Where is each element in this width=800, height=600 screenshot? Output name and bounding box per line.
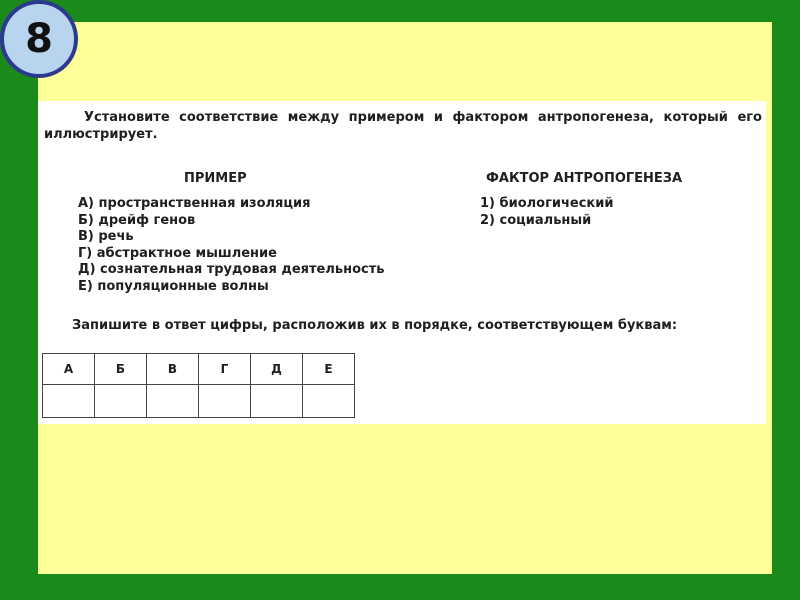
answer-letter: Д bbox=[251, 354, 303, 385]
answer-table bbox=[42, 353, 355, 418]
answer-letter: Е bbox=[303, 354, 355, 385]
example-item: Е) популяционные волны bbox=[78, 278, 269, 294]
answer-letter: Б bbox=[95, 354, 147, 385]
answer-input-row bbox=[43, 385, 355, 418]
answer-letter: Г bbox=[199, 354, 251, 385]
slide-number: 8 bbox=[25, 16, 53, 62]
answer-letters-row bbox=[43, 354, 355, 385]
task-intro: Установите соответствие между примером и фактором антропогенеза, который его иллюстрирует. bbox=[44, 110, 762, 142]
answer-cell[interactable] bbox=[43, 385, 95, 418]
answer-instruction: Запишите в ответ цифры, расположив их в порядке, соответствующем буквам: bbox=[72, 318, 678, 333]
example-item: В) речь bbox=[78, 229, 134, 245]
examples-heading: ПРИМЕР bbox=[184, 171, 247, 186]
answer-cell[interactable] bbox=[251, 385, 303, 418]
task-card bbox=[38, 101, 766, 424]
answer-cell[interactable] bbox=[147, 385, 199, 418]
answer-letter: А bbox=[43, 354, 95, 385]
example-item: Б) дрейф генов bbox=[78, 212, 196, 228]
factor-item: 1) биологический bbox=[480, 196, 614, 211]
factor-item: 2) социальный bbox=[480, 212, 592, 228]
example-item: А) пространственная изоляция bbox=[78, 196, 311, 211]
examples-list bbox=[78, 196, 384, 296]
example-item: Г) абстрактное мышление bbox=[78, 245, 277, 261]
example-item: Д) сознательная трудовая деятельность bbox=[78, 262, 385, 278]
factors-list bbox=[480, 196, 613, 229]
answer-letter: В bbox=[147, 354, 199, 385]
factors-heading: ФАКТОР АНТРОПОГЕНЕЗА bbox=[486, 171, 683, 186]
answer-cell[interactable] bbox=[303, 385, 355, 418]
answer-cell[interactable] bbox=[199, 385, 251, 418]
answer-cell[interactable] bbox=[95, 385, 147, 418]
slide-number-badge bbox=[0, 0, 78, 78]
